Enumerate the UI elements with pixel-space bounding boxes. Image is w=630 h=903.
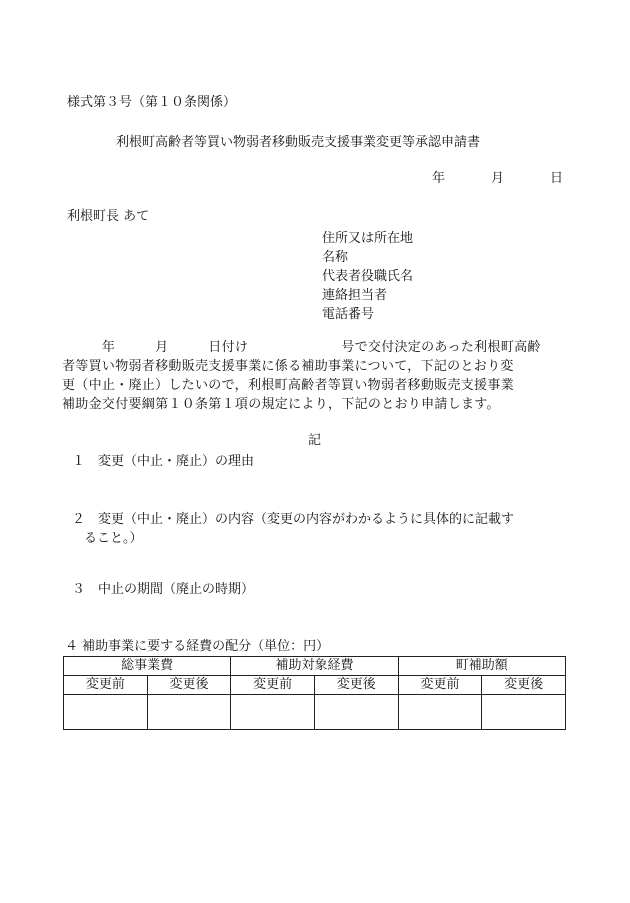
subheader-after: 変更後 — [482, 676, 566, 695]
date-year: 年 — [432, 171, 446, 186]
cell-total-after[interactable] — [147, 695, 231, 730]
item-change-content-line2: ること。） — [84, 531, 143, 546]
table-row — [64, 695, 566, 730]
applicant-name-label: 名称 — [322, 250, 349, 265]
applicant-phone-label: 電話番号 — [322, 307, 375, 322]
application-body — [62, 338, 562, 414]
item-change-content-line1: ２ 変更（中止・廃止）の内容（変更の内容がわかるように具体的に記載す — [72, 512, 515, 527]
body-line: 年 月 日付け 号で交付決定のあった利根町高齢 — [62, 340, 541, 355]
header-town-subsidy: 町補助額 — [398, 657, 565, 676]
body-line: 者等買い物弱者移動販売支援事業に係る補助事業について，下記のとおり変 — [62, 359, 514, 374]
cell-subsidy-after[interactable] — [482, 695, 566, 730]
item-change-content — [72, 510, 562, 548]
cell-subsidy-before[interactable] — [398, 695, 482, 730]
form-number: 様式第３号（第１０条関係） — [67, 95, 237, 110]
addressee: 利根町長 あて — [67, 209, 150, 224]
applicant-contact-label: 連絡担当者 — [322, 288, 388, 303]
date-line — [432, 172, 563, 185]
cell-eligible-after[interactable] — [314, 695, 398, 730]
header-eligible-cost: 補助対象経費 — [231, 657, 398, 676]
body-line: 更（中止・廃止）したいので，利根町高齢者等買い物弱者移動販売支援事業 — [62, 378, 514, 393]
subheader-after: 変更後 — [147, 676, 231, 695]
table-subheader-row — [64, 676, 566, 695]
ki-heading: 記 — [308, 433, 322, 448]
date-month: 月 — [491, 171, 505, 186]
item-change-reason: １ 変更（中止・廃止）の理由 — [72, 454, 255, 469]
item-cost-allocation: ４ 補助事業に要する経費の配分（単位：円） — [65, 639, 330, 654]
date-day: 日 — [550, 171, 564, 186]
applicant-representative-label: 代表者役職氏名 — [322, 269, 414, 284]
subheader-after: 変更後 — [314, 676, 398, 695]
subheader-before: 変更前 — [64, 676, 148, 695]
table-header-row — [64, 657, 566, 676]
subheader-before: 変更前 — [398, 676, 482, 695]
body-line: 補助金交付要綱第１０条第１項の規定により，下記のとおり申請します。 — [62, 397, 500, 412]
subheader-before: 変更前 — [231, 676, 315, 695]
cell-total-before[interactable] — [64, 695, 148, 730]
item-suspension-period: ３ 中止の期間（廃止の時期） — [72, 582, 255, 597]
applicant-block — [322, 229, 413, 324]
header-total-cost: 総事業費 — [64, 657, 231, 676]
document-title: 利根町高齢者等買い物弱者移動販売支援事業変更等承認申請書 — [116, 135, 481, 150]
applicant-address-label: 住所又は所在地 — [322, 231, 414, 246]
cost-allocation-table — [63, 656, 566, 730]
cell-eligible-before[interactable] — [231, 695, 315, 730]
